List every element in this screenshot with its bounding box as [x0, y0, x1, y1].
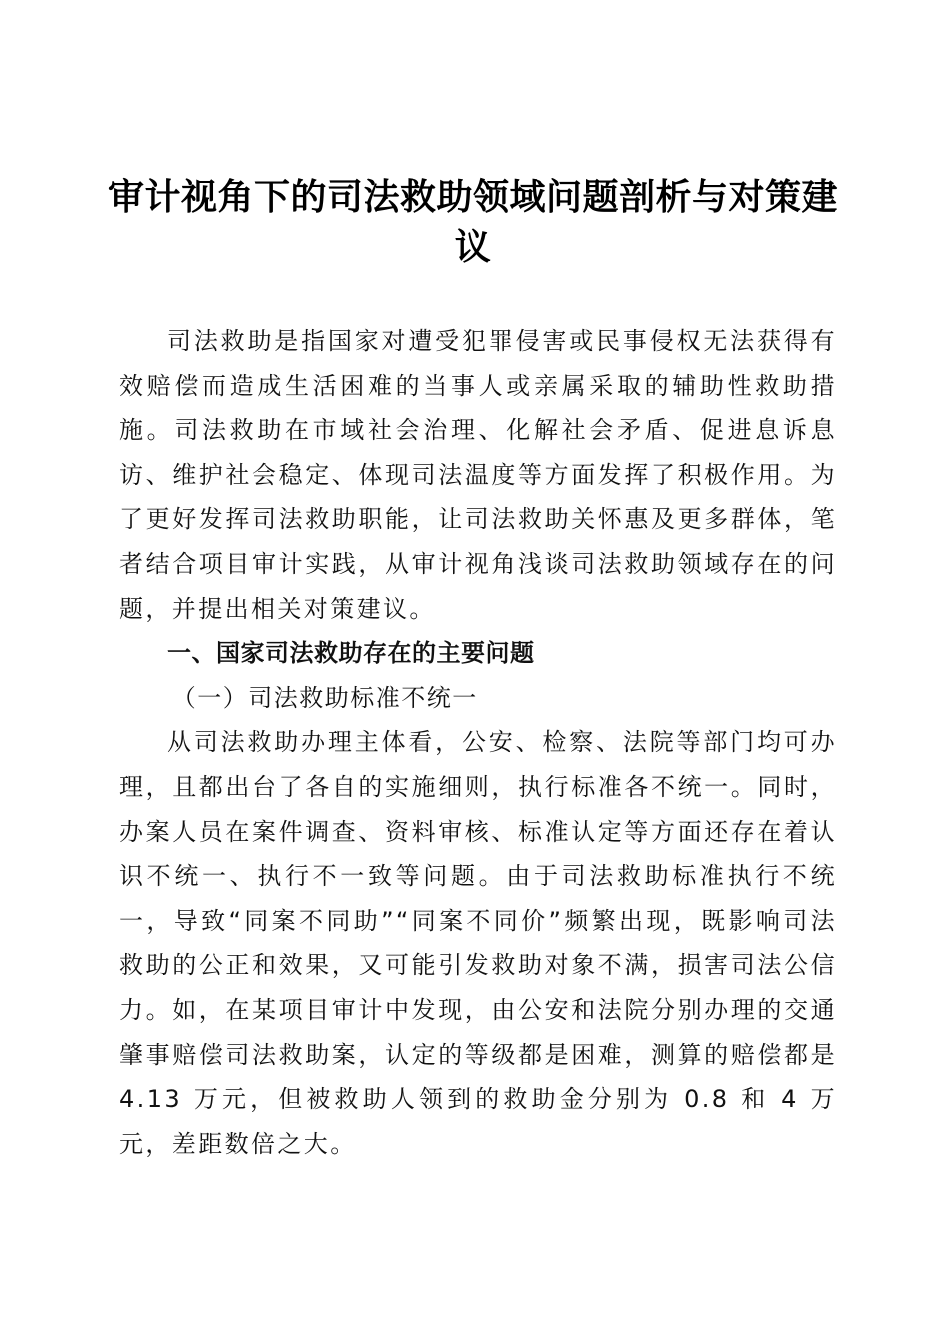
section-heading-1: 一、国家司法救助存在的主要问题 [167, 639, 535, 668]
subsection-paragraph-1: 从司法救助办理主体看，公安、检察、法院等部门均可办理，且都出台了各自的实施细则，执行标准各不统一。同时，办案人员在案件调查、资料审核、标准认定等方面还存在着认识不统一、执行不一致等问题。由于司法救助标准执行不统一，导致“同案不同助”“同案不同价”频繁出现，既影响司法救助的公正和效果，又可能引发救助对象不满，损害司法公信力。如，在某项目审计中发现，由公安和法院分别办理的交通肇事赔偿司法救助案，认定的等级都是困难，测算的赔偿都是 4.13 万元，但被救助人领到的救助金分别为 0.8 和 4 万元，差距数倍之大。 [119, 728, 837, 1158]
intro-paragraph: 司法救助是指国家对遭受犯罪侵害或民事侵权无法获得有效赔偿而造成生活困难的当事人或亲属采取的辅助性救助措施。司法救助在市域社会治理、化解社会矛盾、促进息诉息访、维护社会稳定、体现司法温度等方面发挥了积极作用。为了更好发挥司法救助职能，让司法救助关怀惠及更多群体，笔者结合项目审计实践，从审计视角浅谈司法救助领域存在的问题，并提出相关对策建议。 [119, 327, 837, 623]
document-body [119, 319, 837, 1166]
subsection-heading-1: （一）司法救助标准不统一 [171, 683, 478, 712]
document-title: 审计视角下的司法救助领域问题剖析与对策建议 [108, 176, 839, 268]
